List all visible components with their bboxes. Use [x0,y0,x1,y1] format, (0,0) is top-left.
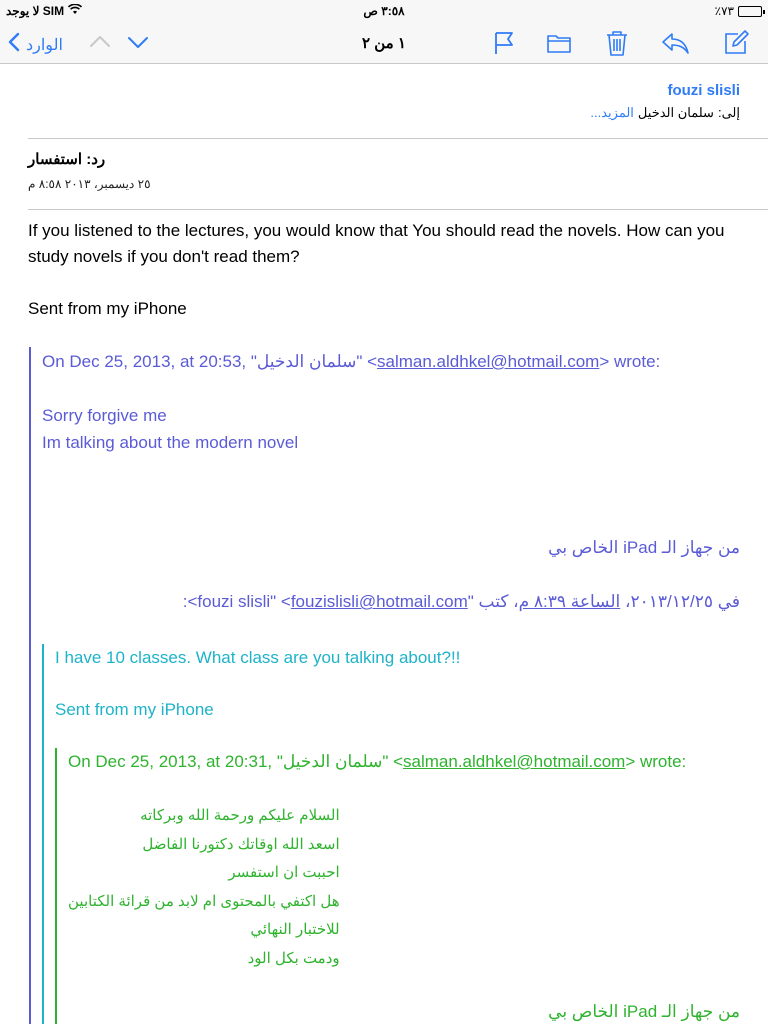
quote1-reply-header [183,588,740,615]
message-counter: ١ من ٢ [362,35,406,52]
previous-message-button[interactable] [88,30,112,54]
reply-header-suffix: >: [182,592,198,611]
subject-divider [28,209,768,210]
battery-percent: ٪٧٣ [714,4,734,18]
next-message-button[interactable] [126,30,150,54]
quote2-line1: I have 10 classes. What class are you talking about?!! [55,648,461,667]
quote3-intro-prefix: On Dec 25, 2013, at 20:31, "سلمان الدخيل" < [68,752,404,771]
quote3-arabic-message [68,802,340,973]
quote3-intro [68,748,686,775]
quote3-arabic-line: ودمت بكل الود [247,949,340,967]
quote1-line1: Sorry forgive me [42,406,167,425]
chevron-left-icon [8,32,20,57]
clock: ٣:٥٨ ص [363,4,405,18]
move-to-folder-button[interactable] [545,29,573,57]
chevron-down-icon [126,30,150,54]
compose-icon [722,29,750,57]
quote1-intro-prefix: On Dec 25, 2013, at 20:53, "سلمان الدخيل" < [42,352,378,371]
reply-button[interactable] [660,29,688,57]
quote1-email-link[interactable]: salman.aldhkel@hotmail.com [377,352,600,371]
quote3-intro-suffix: > wrote: [625,752,687,771]
carrier-label: لا يوجد SIM [6,4,65,18]
more-recipients-link[interactable]: المزيد... [590,105,634,120]
quote-level-3 [55,748,768,1024]
quote3-arabic-line: اسعد الله اوقاتك دكتورنا الفاضل [142,835,340,853]
flag-button[interactable] [490,29,518,57]
mail-toolbar [0,22,768,64]
quote1-ipad-signature: من جهاز الـ iPad الخاص بي [548,538,740,557]
quote1-line2: Im talking about the modern novel [42,433,299,452]
trash-icon [603,29,631,57]
compose-button[interactable] [722,29,750,57]
quote3-email-link[interactable]: salman.aldhkel@hotmail.com [403,752,626,771]
recipient-name[interactable]: سلمان الدخيل [637,105,714,120]
quote3-arabic-line: السلام عليكم ورحمة الله وبركاته [140,807,340,824]
recipients-line [590,105,740,121]
chevron-up-icon [88,30,112,54]
reply-header-mid: ، كتب "fouzi slisli" < [197,592,519,611]
status-bar [0,0,768,22]
reply-header-prefix: في ٢٠١٣/١٢/٢٥، [620,592,740,611]
trash-button[interactable] [603,29,631,57]
to-label: إلى: [717,105,740,120]
battery-icon [738,6,762,17]
reply-icon [660,29,688,57]
quote2-signature: Sent from my iPhone [55,700,214,719]
message-signature: Sent from my iPhone [28,299,187,318]
back-to-inbox-button[interactable] [8,32,63,57]
flag-icon [490,29,518,57]
quote1-intro-suffix: > wrote: [599,352,661,371]
reply-header-email-link[interactable]: fouzislisli@hotmail.com [290,592,468,611]
folder-icon [545,29,573,57]
message-body-paragraph: If you listened to the lectures, you would know that You should read the novels. How can you study novels if you don't read them? [28,221,725,266]
quote3-ipad-signature: من جهاز الـ iPad الخاص بي [548,1002,740,1021]
header-divider [28,138,768,139]
quote3-arabic-line: هل اكتفي بالمحتوى ام لابد من قرائة الكتابين [68,892,340,910]
quote1-intro [42,348,660,375]
sender-name[interactable]: fouzi slisli [667,82,740,99]
quote3-arabic-line: احببت ان استفسر [228,864,340,881]
back-label: الوارد [26,36,63,54]
message-subject: رد: استفسار [28,151,106,168]
quote3-arabic-line: للاختبار النهائي [250,921,340,938]
message-date: ٢٥ ديسمبر، ٢٠١٣ ٨:٥٨ م [28,177,151,191]
reply-header-time-link[interactable]: الساعة ٨:٣٩ م [518,592,621,611]
battery-status [715,4,762,18]
